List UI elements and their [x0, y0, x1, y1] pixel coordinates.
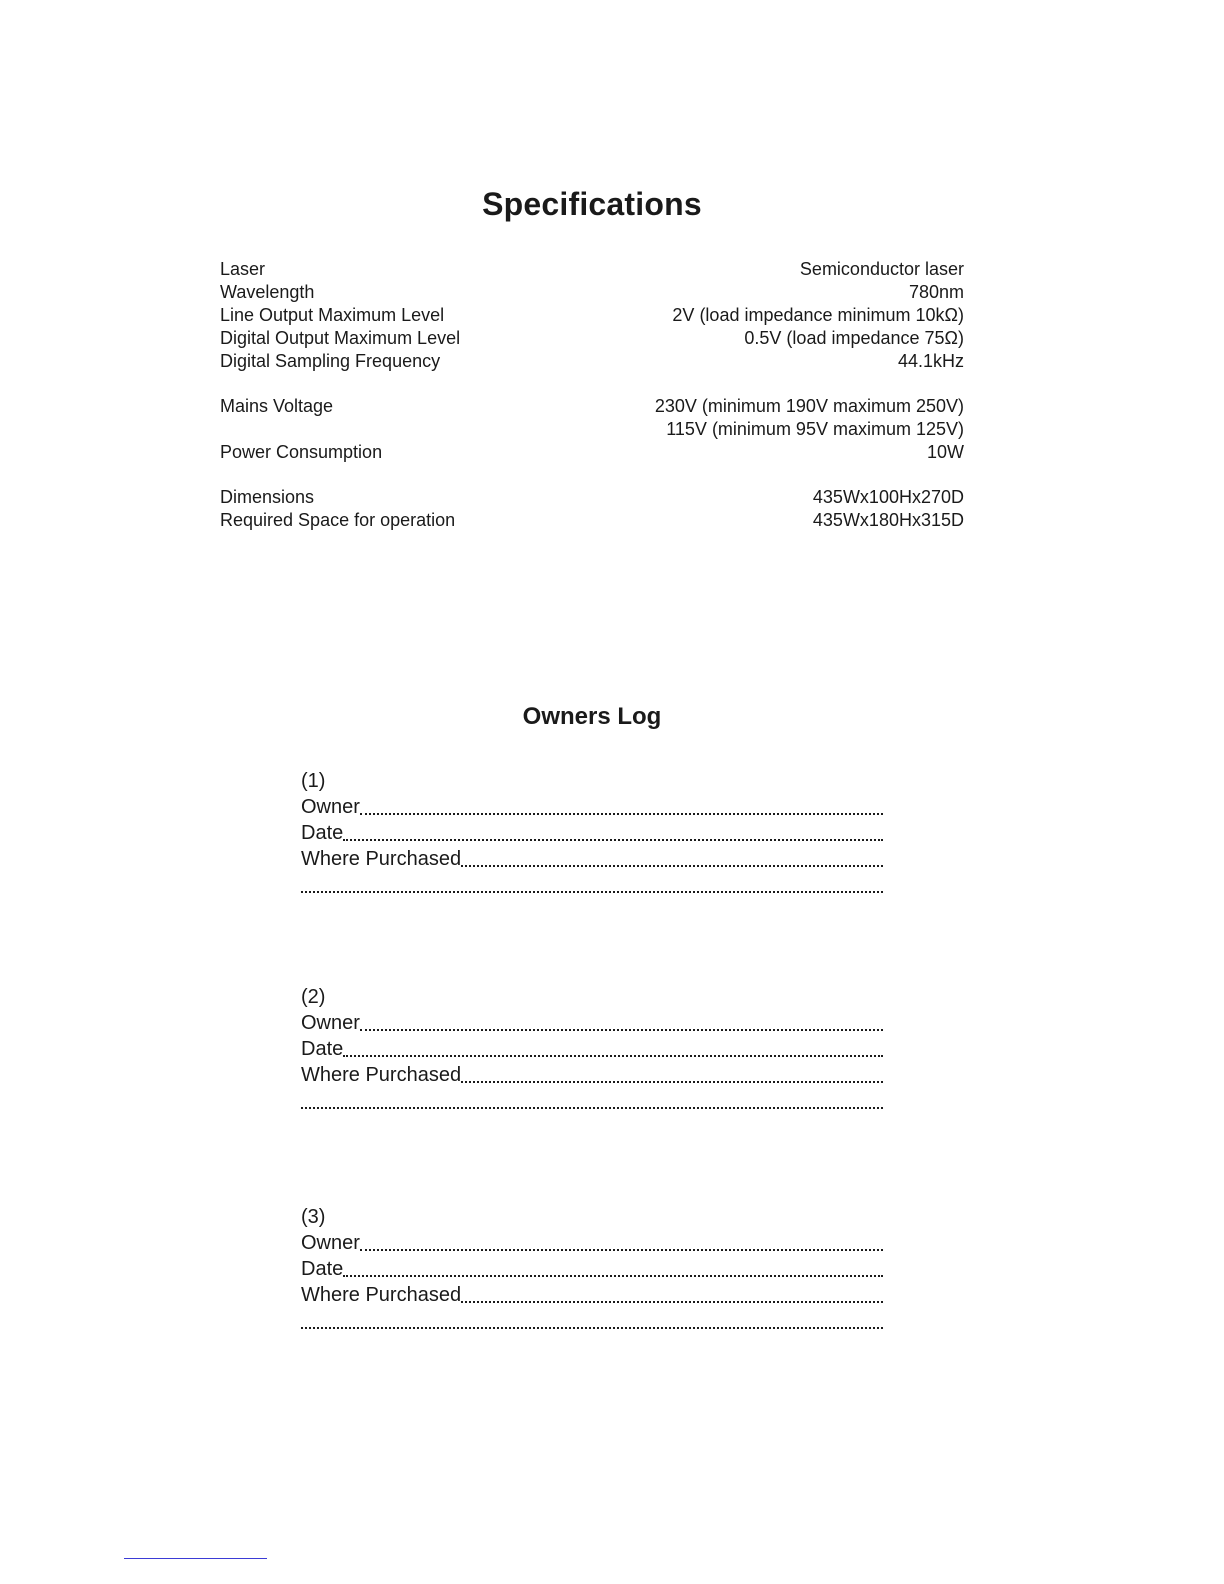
entry-number: [301, 984, 883, 1010]
dotted-line: [343, 820, 883, 846]
entry-number: [301, 1204, 883, 1230]
where-purchased-field[interactable]: [301, 1282, 883, 1308]
spec-row-mains-voltage: [220, 395, 964, 418]
dotted-line: [343, 1256, 883, 1282]
entry-number-label: (3): [301, 1206, 326, 1228]
continuation-field[interactable]: [301, 1308, 883, 1334]
spec-row-line-output: [220, 304, 964, 327]
entry-number-label: (1): [301, 770, 326, 792]
spec-label: Line Output Maximum Level: [220, 305, 445, 325]
where-purchased-field[interactable]: [301, 846, 883, 872]
dotted-line: [461, 846, 883, 872]
dotted-line: [360, 1230, 883, 1256]
owner-field[interactable]: [301, 794, 883, 820]
where-purchased-label: Where Purchased: [301, 848, 462, 870]
spec-label: Required Space for operation: [220, 510, 456, 530]
entry-number-label: (2): [301, 986, 326, 1008]
owners-log-entry-3: [301, 1204, 883, 1334]
footnote-divider: [124, 1558, 267, 1559]
spec-value: 44.1kHz: [897, 351, 964, 371]
spec-label: Digital Sampling Frequency: [220, 351, 441, 371]
spec-value: 435Wx180Hx315D: [812, 510, 964, 530]
owner-label: Owner: [301, 1012, 360, 1034]
where-purchased-label: Where Purchased: [301, 1284, 462, 1306]
spec-row-required-space: [220, 509, 964, 532]
specifications-title: Specifications: [482, 186, 702, 222]
owners-log-entry-2: [301, 984, 883, 1114]
owner-field[interactable]: [301, 1230, 883, 1256]
dotted-line: [360, 794, 883, 820]
spec-value: 780nm: [908, 282, 964, 302]
owners-log-title: Owners Log: [522, 703, 662, 730]
spec-label: Digital Output Maximum Level: [220, 328, 461, 348]
continuation-field[interactable]: [301, 872, 883, 898]
continuation-field[interactable]: [301, 1088, 883, 1114]
spec-value: 2V (load impedance minimum 10kΩ): [672, 305, 964, 325]
where-purchased-label: Where Purchased: [301, 1064, 462, 1086]
spec-label: Mains Voltage: [220, 396, 334, 416]
spec-row-sampling-frequency: [220, 350, 964, 373]
owner-label: Owner: [301, 796, 360, 818]
spec-value: 115V (minimum 95V maximum 125V): [666, 419, 964, 439]
dotted-line: [461, 1282, 883, 1308]
entry-number: [301, 768, 883, 794]
date-field[interactable]: [301, 820, 883, 846]
spec-value: Semiconductor laser: [799, 259, 964, 279]
owners-log-entry-1: [301, 768, 883, 898]
spec-value: 230V (minimum 190V maximum 250V): [654, 396, 964, 416]
spec-row-dimensions: [220, 486, 964, 509]
spec-row-laser: [220, 258, 964, 281]
specifications-table: [220, 258, 964, 532]
spec-value: 435Wx100Hx270D: [812, 487, 964, 507]
dotted-line: [360, 1010, 883, 1036]
spec-value: 10W: [926, 442, 964, 462]
spec-row-wavelength: [220, 281, 964, 304]
dotted-line: [343, 1036, 883, 1062]
date-label: Date: [301, 822, 344, 844]
date-field[interactable]: [301, 1036, 883, 1062]
spec-label: Laser: [220, 259, 266, 279]
where-purchased-field[interactable]: [301, 1062, 883, 1088]
owner-label: Owner: [301, 1232, 360, 1254]
dotted-line: [301, 1088, 883, 1114]
date-label: Date: [301, 1258, 344, 1280]
spec-label: Dimensions: [220, 487, 315, 507]
dotted-line: [301, 1308, 883, 1334]
date-label: Date: [301, 1038, 344, 1060]
spec-label: Power Consumption: [220, 442, 383, 462]
owner-field[interactable]: [301, 1010, 883, 1036]
spec-label: Wavelength: [220, 282, 315, 302]
spec-row-digital-output: [220, 327, 964, 350]
spec-value: 0.5V (load impedance 75Ω): [744, 328, 964, 348]
dotted-line: [301, 872, 883, 898]
dotted-line: [461, 1062, 883, 1088]
spec-row-power-consumption: [220, 441, 964, 464]
spec-row-mains-voltage-alt: [220, 418, 964, 441]
date-field[interactable]: [301, 1256, 883, 1282]
